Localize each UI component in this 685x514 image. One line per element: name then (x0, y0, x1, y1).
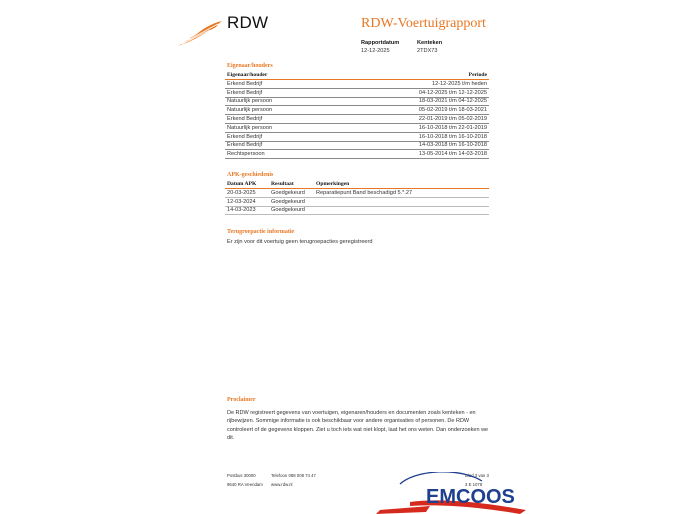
period-cell: 04-12-2025 t/m 12-12-2025 (332, 88, 489, 97)
footer-address (227, 471, 263, 489)
table-row (225, 97, 489, 106)
table-row (225, 189, 489, 198)
table-row (225, 206, 489, 215)
period-cell: 16-10-2018 t/m 16-10-2018 (332, 132, 489, 141)
table-row (225, 132, 489, 141)
table-row (225, 197, 489, 206)
period-cell: 16-10-2018 t/m 22-01-2019 (332, 123, 489, 132)
apk-result-column-header: Resultaat (269, 180, 314, 189)
footer-phone: Telefoon 088 008 74 47 (271, 473, 316, 478)
footer-postbus: Postbus 30000 (227, 473, 256, 478)
owners-section-title: Eigenaar/houders (227, 63, 273, 69)
period-cell: 14-03-2018 t/m 16-10-2018 (332, 141, 489, 150)
emcoos-watermark (370, 472, 530, 514)
period-cell: 13-05-2014 t/m 14-03-2018 (332, 150, 489, 159)
table-row (225, 106, 489, 115)
report-date-label: Rapportdatum (361, 40, 400, 46)
recalls-section-title: Terugroepactie informatie (227, 229, 295, 235)
owner-cell: Erkend Bedrijf (225, 115, 332, 124)
period-cell: 12-12-2025 t/m heden (332, 80, 489, 89)
report-date-value: 12-12-2025 (361, 48, 390, 54)
license-plate-block (417, 39, 442, 55)
license-plate-value: 2TDX73 (417, 48, 438, 54)
footer-contact (271, 471, 316, 489)
table-row (225, 150, 489, 159)
owner-cell: Natuurlijk persoon (225, 106, 332, 115)
brand-name: RDW (227, 13, 269, 32)
disclaimer-title: Proclaimer (227, 397, 256, 403)
owners-table-header (225, 71, 489, 80)
table-row (225, 141, 489, 150)
apk-date-cell: 14-03-2023 (225, 206, 269, 215)
apk-table-header (225, 180, 489, 189)
owner-column-header: Eigenaar/houder (225, 71, 332, 80)
license-plate-label: Kenteken (417, 40, 443, 46)
apk-remarks-cell (314, 206, 489, 215)
recalls-text: Er zijn voor dit voertuig geen terugroepacties geregistreerd (227, 239, 373, 245)
rdw-logo-icon (176, 18, 224, 48)
owner-cell: Natuurlijk persoon (225, 97, 332, 106)
document-title: RDW-Voertuigrapport (361, 16, 486, 31)
table-row (225, 115, 489, 124)
owner-cell: Natuurlijk persoon (225, 123, 332, 132)
apk-remarks-cell (314, 197, 489, 206)
owner-cell: Erkend Bedrijf (225, 80, 332, 89)
period-cell: 18-03-2021 t/m 04-12-2025 (332, 97, 489, 106)
owner-cell: Erkend Bedrijf (225, 141, 332, 150)
owner-cell: Erkend Bedrijf (225, 88, 332, 97)
report-date-block (361, 39, 399, 55)
footer-page-number: Blad 3 van 3 (465, 473, 489, 478)
apk-date-cell: 20-03-2025 (225, 189, 269, 198)
footer-city: 9640 RA Veendam (227, 482, 263, 487)
table-row (225, 88, 489, 97)
watermark-text: EMCOOS (426, 486, 515, 508)
period-cell: 22-01-2019 t/m 05-02-2019 (332, 115, 489, 124)
footer-website: www.rdw.nl (271, 482, 293, 487)
owner-cell: Rechtspersoon (225, 150, 332, 159)
apk-date-column-header: Datum APK (225, 180, 269, 189)
watermark-swoosh-left (376, 506, 430, 514)
table-row (225, 80, 489, 89)
apk-table (225, 180, 489, 215)
watermark-arc (400, 472, 482, 484)
period-column-header: Periode (332, 71, 489, 80)
apk-remarks-column-header: Opmerkingen (314, 180, 489, 189)
apk-date-cell: 12-03-2024 (225, 197, 269, 206)
owner-cell: Erkend Bedrijf (225, 132, 332, 141)
owners-table (225, 71, 489, 159)
footer-code: 3 E 1078 (465, 482, 483, 487)
table-row (225, 123, 489, 132)
period-cell: 05-02-2019 t/m 18-03-2021 (332, 106, 489, 115)
apk-remarks-cell: Reparatiepunt Band beschadigd 5.*.27 (314, 189, 489, 198)
apk-result-cell: Goedgekeurd (269, 206, 314, 215)
disclaimer-text: De RDW registreert gegevens van voertuigen, eigenaren/houders en documenten zoals kenteken - en rijbewijzen. Sommige informatie is ook beschikbaar voor andere organisaties of personen. De RDW controleert of de gegevens kloppen. Ziet u toch iets wat niet klopt, laat het ons weten. Dan onderzoeken we dit. (227, 410, 489, 441)
apk-result-cell: Goedgekeurd (269, 189, 314, 198)
apk-section-title: APK-geschiedenis (227, 172, 274, 178)
apk-result-cell: Goedgekeurd (269, 197, 314, 206)
